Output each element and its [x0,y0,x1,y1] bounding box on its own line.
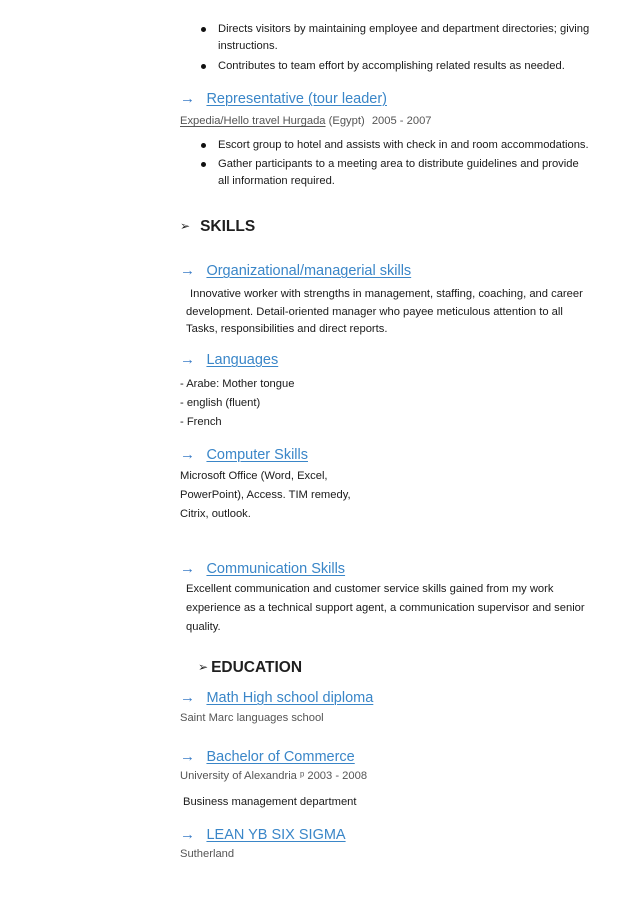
top-bullet-list [218,21,589,75]
communication-heading [180,560,345,580]
education-item-heading [180,826,346,846]
rep-location: (Egypt) [328,115,365,127]
education-title: Bachelor of Commerce [206,749,355,765]
education-item-heading [180,689,373,709]
education-sub: Saint Marc languages school [180,712,324,724]
arrowhead-bullet-icon: ➢ [198,660,209,674]
organizational-title: Organizational/managerial skills [206,263,412,279]
list-item: Directs visitors by maintaining employee and department directories; giving instructions. [218,21,589,55]
list-item: - english (fluent) [180,397,261,409]
languages-heading [180,351,278,371]
skills-heading: ➢ SKILLS [180,218,256,235]
list-item: - French [180,416,222,428]
arrow-icon: → [180,446,195,463]
education-title: LEAN YB SIX SIGMA [206,827,346,843]
arrow-icon: → [180,90,195,107]
list-item: Escort group to hotel and assists with check in and room accommodations. [218,137,589,154]
communication-text: Excellent communication and customer service skills gained from my work experience as a technical support agent, a communication supervisor and senior quality. [186,583,585,633]
communication-title: Communication Skills [206,561,346,577]
languages-title: Languages [206,352,279,368]
arrowhead-bullet-icon: ➢ [180,219,191,233]
organizational-heading [180,262,411,282]
list-item: Gather participants to a meeting area to distribute guidelines and provide all information required. [218,156,589,190]
arrow-icon: → [180,748,195,765]
education-sub: Sutherland [180,848,235,860]
rep-heading [180,90,387,110]
rep-title: Representative (tour leader) [206,91,387,107]
rep-org-line [180,115,432,127]
list-item: - Arabe: Mother tongue [180,378,295,390]
education-extra: Business management department [183,796,357,808]
computer-heading [180,446,308,466]
list-item: Contributes to team effort by accomplishing related results as needed. [218,58,589,75]
arrow-icon: → [180,689,195,706]
computer-title: Computer Skills [206,447,308,463]
education-item-heading [180,748,355,768]
education-heading: ➢ EDUCATION [198,659,303,676]
rep-dates: 2005 - 2007 [371,115,432,127]
arrow-icon: → [180,826,195,843]
arrow-icon: → [180,560,195,577]
arrow-icon: → [180,262,195,279]
arrow-icon: → [180,351,195,368]
rep-org: Expedia/Hello travel Hurgada [180,115,326,127]
education-title: Math High school diploma [206,690,374,706]
education-sub: University of Alexandria ᵖ 2003 - 2008 [180,770,368,782]
organizational-text: Innovative worker with strengths in management, staffing, coaching, and career development. Detail-oriented manager who payee meticulous attention to all Tasks, responsibilities and direct reports. [186,288,583,335]
rep-bullet-list [218,137,589,190]
languages-list [180,375,294,432]
computer-text: Microsoft Office (Word, Excel, PowerPoint), Access. TIM remedy, Citrix, outlook. [180,470,351,520]
